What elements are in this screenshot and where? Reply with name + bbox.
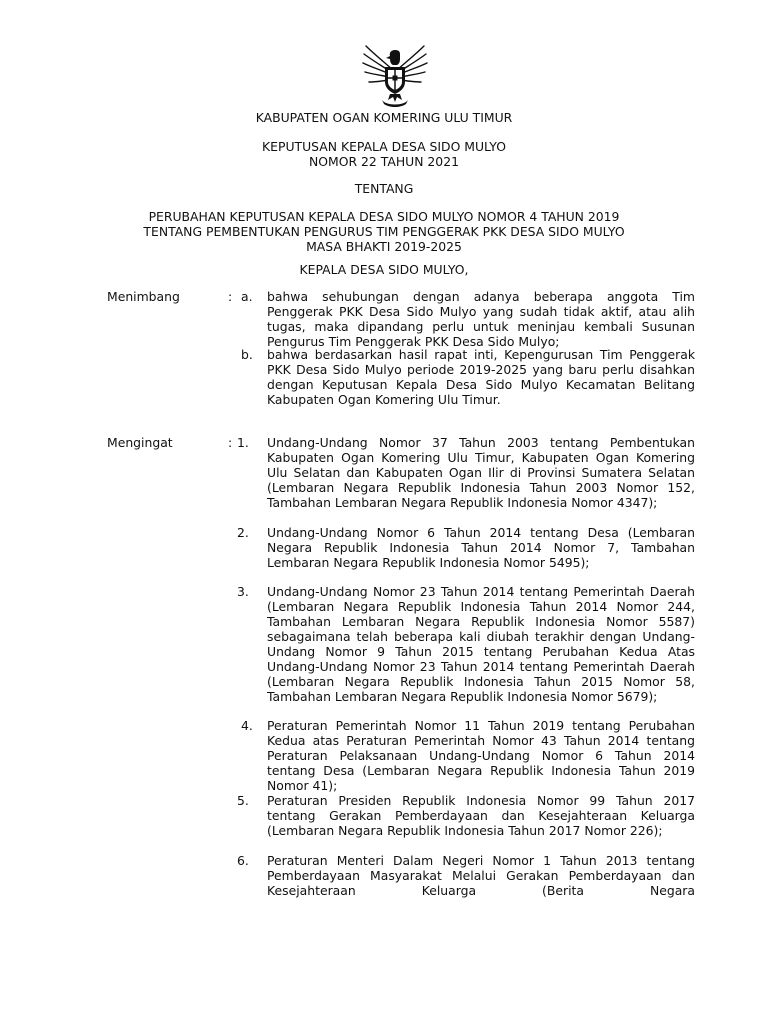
issuer-heading: KEPALA DESA SIDO MULYO, [299, 262, 469, 277]
mengingat-colon: : [228, 435, 233, 450]
item-marker: 6. [237, 853, 249, 868]
subject-line: MASA BHAKTI 2019-2025 [306, 239, 462, 254]
decree-title: KEPUTUSAN KEPALA DESA SIDO MULYO [262, 139, 506, 154]
menimbang-item-a: bahwa sehubungan dengan adanya beberapa anggota Tim Penggerak PKK Desa Sido Mulyo yang sudah tidak aktif, atau alih tugas, maka dipandang perlu untuk meninjau kembali Susunan Pengurus Tim Penggerak PKK Desa Sido Mulyo; [267, 289, 695, 349]
item-marker: b. [241, 347, 253, 362]
garuda-emblem-icon [360, 40, 430, 110]
mengingat-item-5: Peraturan Presiden Republik Indonesia Nomor 99 Tahun 2017 tentang Gerakan Pemberdayaan dan Kesejahteraan Keluarga (Lembaran Negara Republik Indonesia Tahun 2017 Nomor 226); [267, 793, 695, 838]
menimbang-item-b: bahwa berdasarkan hasil rapat inti, Kepengurusan Tim Penggerak PKK Desa Sido Mulyo periode 2019-2025 yang baru perlu disahkan dengan Keputusan Kepala Desa Sido Mulyo Kecamatan Belitang Kabupaten Ogan Komering Ulu Timur. [267, 347, 695, 407]
item-marker: 3. [237, 584, 249, 599]
menimbang-label: Menimbang [107, 289, 180, 304]
mengingat-label: Mengingat [107, 435, 173, 450]
mengingat-item-4: Peraturan Pemerintah Nomor 11 Tahun 2019 tentang Perubahan Kedua atas Peraturan Pemerintah Nomor 43 Tahun 2014 tentang Peraturan Pelaksanaan Undang-Undang Nomor 6 Tahun 2014 tentang Desa (Lembaran Negara Republik Indonesia Tahun 2019 Nomor 41); [267, 718, 695, 793]
subject-line: PERUBAHAN KEPUTUSAN KEPALA DESA SIDO MULYO NOMOR 4 TAHUN 2019 [148, 209, 620, 224]
decree-number: NOMOR 22 TAHUN 2021 [309, 154, 459, 169]
item-marker: a. [241, 289, 253, 304]
item-marker: 2. [237, 525, 249, 540]
item-marker: 4. [241, 718, 253, 733]
mengingat-item-1: Undang-Undang Nomor 37 Tahun 2003 tentang Pembentukan Kabupaten Ogan Komering Ulu Timur, Kabupaten Ogan Komering Ulu Selatan dan Kabupaten Ogan Ilir di Provinsi Sumatera Selatan (Lembaran Negara Republik Indonesia Tahun 2003 Nomor 152, Tambahan Lembaran Negara Republik Indonesia Nomor 4347); [267, 435, 695, 510]
menimbang-colon: : [228, 289, 233, 304]
mengingat-item-3: Undang-Undang Nomor 23 Tahun 2014 tentang Pemerintah Daerah (Lembaran Negara Republik Indonesia Tahun 2014 Nomor 244, Tambahan Lembaran Negara Republik Indonesia Nomor 5587) sebagaimana telah beberapa kali diubah terakhir dengan Undang-Undang Nomor 9 Tahun 2015 tentang Perubahan Kedua Atas Undang-Undang Nomor 23 Tahun 2014 tentang Pemerintah Daerah (Lembaran Negara Republik Indonesia Tahun 2015 Nomor 58, Tambahan Lembaran Negara Republik Indonesia Nomor 5679); [267, 584, 695, 704]
about-heading: TENTANG [354, 181, 414, 196]
subject-line: TENTANG PEMBENTUKAN PENGURUS TIM PENGGERAK PKK DESA SIDO MULYO [143, 224, 625, 239]
item-marker: 5. [237, 793, 249, 808]
item-marker: 1. [237, 435, 249, 450]
mengingat-item-6: Peraturan Menteri Dalam Negeri Nomor 1 Tahun 2013 tentang Pemberdayaan Masyarakat Melalui Gerakan Pemberdayaan dan Kesejahteraan Keluarga (Berita Negara [267, 853, 695, 898]
regency-heading: KABUPATEN OGAN KOMERING ULU TIMUR [255, 110, 513, 125]
mengingat-item-2: Undang-Undang Nomor 6 Tahun 2014 tentang Desa (Lembaran Negara Republik Indonesia Tahun 2014 Nomor 7, Tambahan Lembaran Negara Republik Indonesia Nomor 5495); [267, 525, 695, 570]
